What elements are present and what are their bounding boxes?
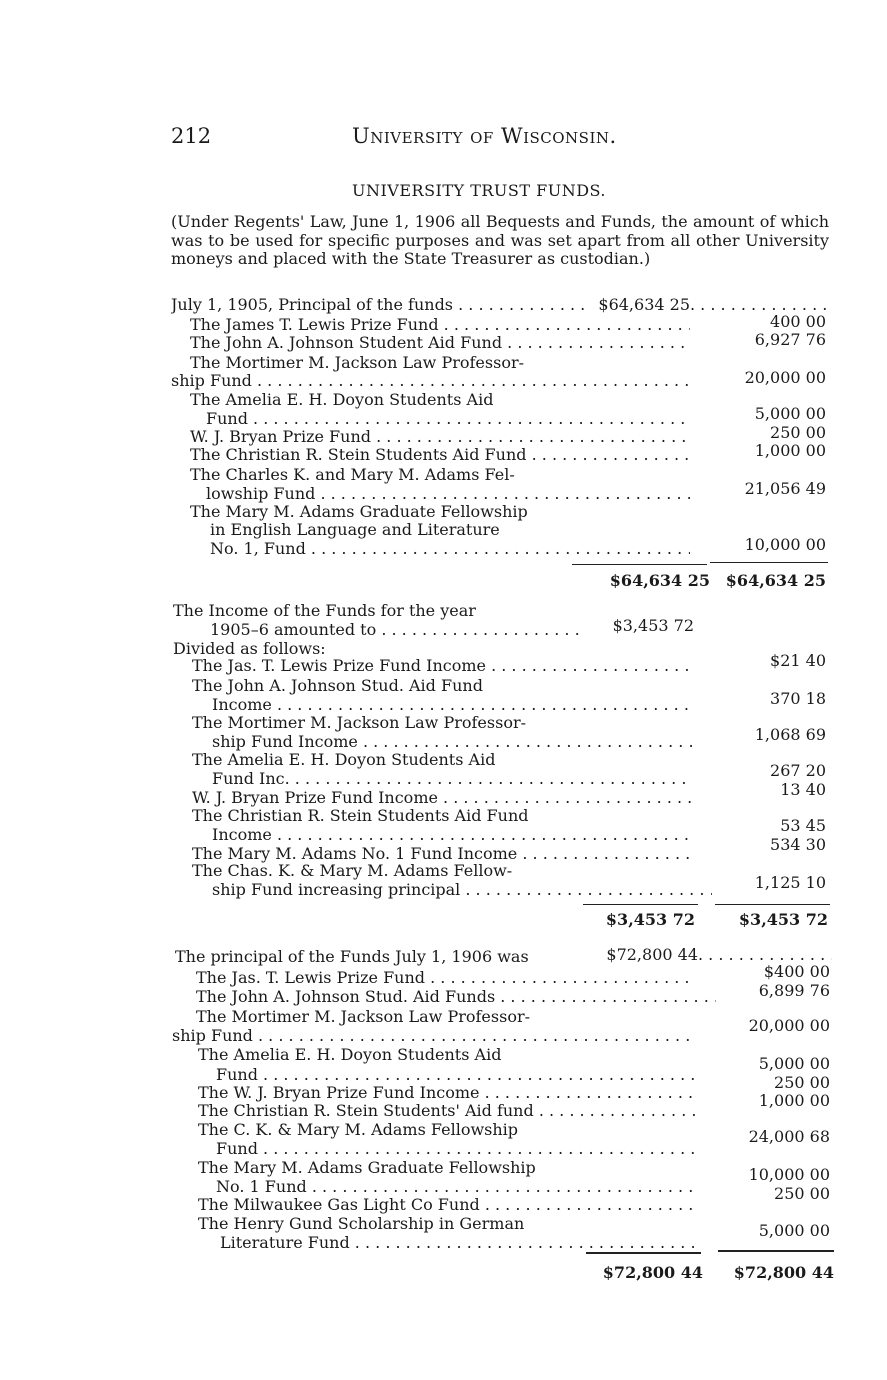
p05-item-amount: 250 00 <box>770 423 826 442</box>
p06-item-amount: $400 00 <box>763 962 830 981</box>
p05-item-label: The Christian R. Stein Students Aid Fund . . . <box>190 446 690 464</box>
inc-item-label: The Mortimer M. Jackson Law Professor- <box>192 714 527 732</box>
principal-1905-label: July 1, 1905, Principal of the funds . . . <box>171 296 586 314</box>
p06-item-amount: 250 00 <box>774 1073 830 1092</box>
inc-item-label-cont: Fund Inc. . . . <box>212 770 692 788</box>
running-title: University of Wisconsin. <box>352 124 617 148</box>
income-label: The Income of the Funds for the year <box>173 602 476 620</box>
inc-item-amount: 267 20 <box>770 761 826 780</box>
divided-label: Divided as follows: <box>173 640 326 658</box>
p06-item-amount: 6,899 76 <box>758 981 830 1000</box>
p06-item-amount: 250 00 <box>774 1184 830 1203</box>
income-label-cont: 1905–6 amounted to . . . <box>210 621 585 639</box>
inc-item-amount: 53 45 <box>780 816 826 835</box>
inc-item-amount: 1,125 10 <box>754 873 826 892</box>
p05-item-label: The Charles K. and Mary M. Adams Fel- <box>190 466 515 484</box>
p06-item-label: The Mary M. Adams Graduate Fellowship <box>198 1159 536 1177</box>
total-rule <box>586 1252 701 1254</box>
p06-item-label: The Mortimer M. Jackson Law Professor- <box>196 1008 531 1026</box>
income-total-right: $3,453 72 <box>738 910 828 929</box>
principal-1905-amount: $64,634 25 <box>598 295 690 314</box>
inc-item-amount: $21 40 <box>770 651 826 670</box>
inc-item-label: The Christian R. Stein Students Aid Fund <box>192 807 529 825</box>
p06-item-label: The Henry Gund Scholarship in German <box>198 1215 525 1233</box>
p06-item-label: The John A. Johnson Stud. Aid Funds . . . <box>196 988 716 1006</box>
principal-1906-total-left: $72,800 44 <box>602 1263 703 1282</box>
inc-item-amount: 370 18 <box>770 689 826 708</box>
principal-1906-label: The principal of the Funds July 1, 1906 was <box>175 948 529 966</box>
p06-item-label-cont: Literature Fund . . . <box>220 1234 698 1252</box>
p05-item-label-cont: in English Language and Literature <box>210 521 500 539</box>
p06-item-amount: 5,000 00 <box>758 1221 830 1240</box>
total-rule <box>572 564 707 565</box>
principal-1905-total-right: $64,634 25 <box>725 571 826 590</box>
p05-item-label: W. J. Bryan Prize Fund . . . <box>190 428 690 446</box>
inc-item-label-cont: ship Fund Income . . . <box>212 733 692 751</box>
p06-item-amount: 10,000 00 <box>748 1165 830 1184</box>
intro-paragraph: (Under Regents' Law, June 1, 1906 all Bequests and Funds, the amount of which was to be used for specific purposes and was set apart from all other University moneys and placed with the State Treasurer as custodian.) <box>171 212 829 268</box>
p05-item-label: The Amelia E. H. Doyon Students Aid <box>190 391 494 409</box>
p06-item-label: The Milwaukee Gas Light Co Fund . . . <box>198 1196 698 1214</box>
p05-item-label-cont: Fund . . . <box>206 410 690 428</box>
p05-item-amount: 21,056 49 <box>744 479 826 498</box>
p05-item-label-cont: ship Fund . . . <box>171 372 690 390</box>
p05-item-label: The James T. Lewis Prize Fund . . . <box>190 316 690 334</box>
inc-item-label: The Jas. T. Lewis Prize Fund Income . . . <box>192 657 692 675</box>
p05-item-amount: 400 00 <box>770 312 826 331</box>
p05-item-label-cont: No. 1, Fund . . . <box>210 540 690 558</box>
inc-item-amount: 534 30 <box>770 835 826 854</box>
p06-item-label: The Jas. T. Lewis Prize Fund . . . <box>196 969 696 987</box>
p05-item-label: The Mortimer M. Jackson Law Professor- <box>190 354 525 372</box>
inc-item-label: W. J. Bryan Prize Fund Income . . . <box>192 789 692 807</box>
p06-item-label: The W. J. Bryan Prize Fund Income . . . <box>198 1084 698 1102</box>
p06-item-label-cont: Fund . . . <box>216 1066 696 1084</box>
p05-item-amount: 6,927 76 <box>754 330 826 349</box>
inc-item-label: The Amelia E. H. Doyon Students Aid <box>192 751 496 769</box>
p06-item-label-cont: Fund . . . <box>216 1140 696 1158</box>
inc-item-amount: 1,068 69 <box>754 725 826 744</box>
income-total-left: $3,453 72 <box>605 910 695 929</box>
p06-item-label: The C. K. & Mary M. Adams Fellowship <box>198 1121 519 1139</box>
principal-1906-amount: $72,800 44 <box>606 945 698 964</box>
p06-item-amount: 1,000 00 <box>758 1091 830 1110</box>
income-amount: $3,453 72 <box>612 616 694 635</box>
total-rule <box>583 904 698 905</box>
p05-item-label-cont: lowship Fund . . . <box>206 485 690 503</box>
section-title: UNIVERSITY TRUST FUNDS. <box>352 181 606 200</box>
inc-item-amount: 13 40 <box>780 780 826 799</box>
p06-item-label-cont: ship Fund . . . <box>172 1027 696 1045</box>
inc-item-label: The Mary M. Adams No. 1 Fund Income . . . <box>192 845 692 863</box>
p06-item-label: The Amelia E. H. Doyon Students Aid <box>198 1046 502 1064</box>
page-number: 212 <box>171 124 212 148</box>
inc-item-label: The John A. Johnson Stud. Aid Fund <box>192 677 483 695</box>
total-rule <box>718 1250 834 1252</box>
principal-1906-total-right: $72,800 44 <box>733 1263 834 1282</box>
inc-item-label: The Chas. K. & Mary M. Adams Fellow- <box>192 862 513 880</box>
p05-item-label: The Mary M. Adams Graduate Fellowship <box>190 503 528 521</box>
total-rule <box>710 562 828 563</box>
p05-item-label: The John A. Johnson Student Aid Fund . . . <box>190 334 690 352</box>
inc-item-label-cont: Income . . . <box>212 696 692 714</box>
inc-item-label-cont: Income . . . <box>212 826 692 844</box>
inc-item-label-cont: ship Fund increasing principal . . . <box>212 881 712 899</box>
p06-item-amount: 20,000 00 <box>748 1016 830 1035</box>
total-rule <box>715 904 830 905</box>
principal-1905-total-left: $64,634 25 <box>609 571 710 590</box>
p06-item-label: The Christian R. Stein Students' Aid fund . . . <box>198 1102 698 1120</box>
p05-item-amount: 10,000 00 <box>744 535 826 554</box>
p06-item-amount: 5,000 00 <box>758 1054 830 1073</box>
p05-item-amount: 5,000 00 <box>754 404 826 423</box>
p06-item-label-cont: No. 1 Fund . . . <box>216 1178 696 1196</box>
p06-item-amount: 24,000 68 <box>748 1127 830 1146</box>
p05-item-amount: 20,000 00 <box>744 368 826 387</box>
p05-item-amount: 1,000 00 <box>754 441 826 460</box>
